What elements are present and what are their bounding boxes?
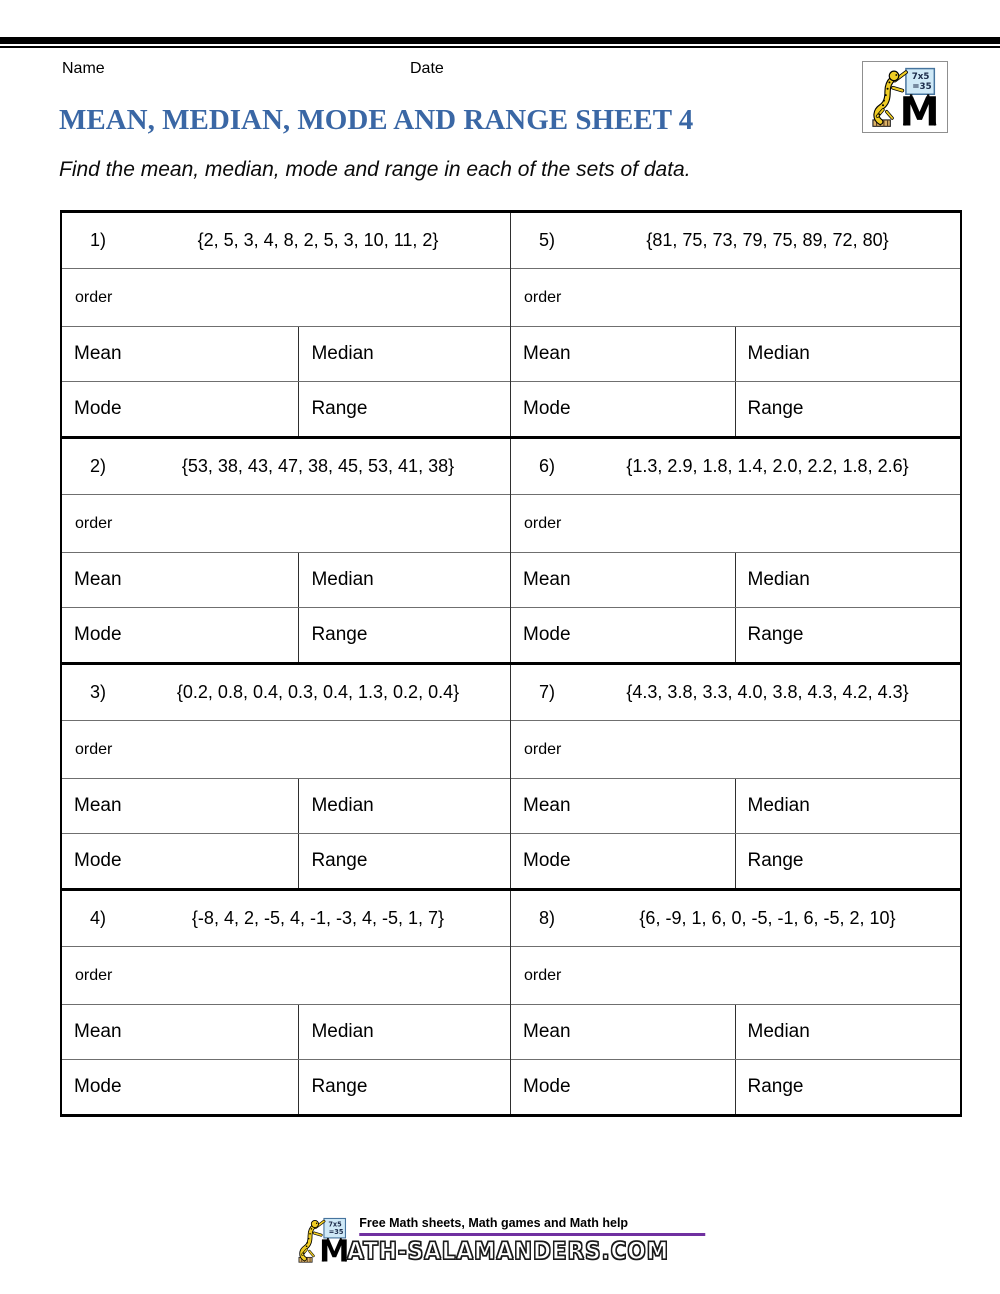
problem-header-row [511,213,960,269]
mean-median-row [62,1005,510,1060]
problem-data-set: {1.3, 2.9, 1.8, 1.4, 2.0, 2.2, 1.8, 2.6} [626,456,909,476]
mean-answer-cell [62,1005,299,1059]
median-answer-cell [736,779,961,833]
order-answer-row [62,721,510,779]
order-label: order [524,740,562,758]
problem-number: 7) [539,682,556,702]
range-answer-cell [736,1060,961,1114]
problem-number: 8) [539,908,556,928]
problem-cell-3 [62,665,511,888]
mode-answer-cell [511,1060,736,1114]
problem-data-set: {4.3, 3.8, 3.3, 4.0, 3.8, 4.3, 4.2, 4.3} [626,682,909,702]
mode-label: Mode [74,1076,122,1097]
median-answer-cell [299,779,510,833]
range-label: Range [747,850,804,871]
median-label: Median [747,1021,810,1042]
range-answer-cell [736,608,961,662]
problems-table [60,210,962,1117]
mean-answer-cell [511,1005,736,1059]
order-answer-row [62,269,510,327]
problem-number: 5) [539,230,556,250]
top-double-rule [0,37,1000,48]
median-label: Median [311,569,374,590]
mode-label: Mode [74,850,122,871]
median-label: Median [311,795,374,816]
mode-range-row [511,382,960,436]
mean-label: Mean [74,343,122,364]
problem-number: 3) [90,682,107,702]
order-label: order [75,514,113,532]
problem-number: 2) [90,456,107,476]
range-label: Range [747,1076,804,1097]
problem-cell-4 [62,891,511,1114]
mean-answer-cell [511,327,736,381]
name-label: Name [62,60,105,77]
table-block-row [62,665,960,891]
mode-range-row [511,834,960,888]
order-answer-row [511,947,960,1005]
median-answer-cell [299,1005,510,1059]
problem-number: 6) [539,456,556,476]
mode-label: Mode [523,1076,571,1097]
problem-data-set: {2, 5, 3, 4, 8, 2, 5, 3, 10, 11, 2} [197,230,439,250]
mode-answer-cell [511,608,736,662]
range-label: Range [747,624,804,645]
problem-number: 1) [90,230,107,250]
mode-answer-cell [511,834,736,888]
problem-header-row [62,891,510,947]
range-answer-cell [736,834,961,888]
table-block-row [62,439,960,665]
footer-salamander-logo-icon [295,1215,351,1265]
mode-label: Mode [74,398,122,419]
footer-text-block [347,1216,705,1265]
mean-label: Mean [523,343,571,364]
problem-header-row [62,665,510,721]
date-label: Date [410,60,444,77]
order-answer-row [511,721,960,779]
mode-range-row [511,1060,960,1114]
range-label: Range [311,1076,368,1097]
median-answer-cell [736,327,961,381]
problem-cell-5 [511,213,960,436]
median-answer-cell [736,1005,961,1059]
purple-divider [359,1233,705,1236]
table-block-row [62,213,960,439]
mode-answer-cell [511,382,736,436]
mode-range-row [62,608,510,662]
mean-median-row [511,1005,960,1060]
mean-label: Mean [74,569,122,590]
mean-answer-cell [62,553,299,607]
mode-label: Mode [523,624,571,645]
range-answer-cell [299,608,510,662]
mean-median-row [62,779,510,834]
order-label: order [75,966,113,984]
order-answer-row [62,947,510,1005]
median-label: Median [311,1021,374,1042]
problem-data-set: {6, -9, 1, 6, 0, -5, -1, 6, -5, 2, 10} [639,908,896,928]
median-label: Median [747,795,810,816]
mode-label: Mode [74,624,122,645]
instruction-text: Find the mean, median, mode and range in each of the sets of data. [59,158,691,181]
problem-data-set: {0.2, 0.8, 0.4, 0.3, 0.4, 1.3, 0.2, 0.4} [176,682,460,702]
problem-header-row [62,439,510,495]
order-answer-row [62,495,510,553]
range-label: Range [747,398,804,419]
mean-answer-cell [511,779,736,833]
mode-answer-cell [62,1060,299,1114]
mean-answer-cell [511,553,736,607]
problem-data-set: {53, 38, 43, 47, 38, 45, 53, 41, 38} [181,456,455,476]
problem-header-row [511,891,960,947]
footer-site-name: ATH-SALAMANDERS.COM [347,1237,669,1265]
range-label: Range [311,398,368,419]
mode-answer-cell [62,834,299,888]
median-label: Median [747,343,810,364]
range-answer-cell [299,1060,510,1114]
table-block-row [62,891,960,1114]
range-label: Range [311,850,368,871]
median-label: Median [747,569,810,590]
problem-header-row [62,213,510,269]
mode-label: Mode [523,850,571,871]
problem-cell-7 [511,665,960,888]
mean-median-row [62,327,510,382]
mode-answer-cell [62,608,299,662]
order-answer-row [511,269,960,327]
median-answer-cell [299,327,510,381]
problem-data-set: {81, 75, 73, 79, 75, 89, 72, 80} [646,230,889,250]
median-answer-cell [736,553,961,607]
mode-range-row [62,834,510,888]
problem-header-row [511,665,960,721]
mode-answer-cell [62,382,299,436]
mean-median-row [511,553,960,608]
salamander-easel-icon [865,64,945,130]
order-label: order [524,514,562,532]
mean-label: Mean [74,795,122,816]
order-label: order [524,966,562,984]
order-label: order [75,740,113,758]
mean-answer-cell [62,779,299,833]
problem-number: 4) [90,908,107,928]
order-answer-row [511,495,960,553]
order-label: order [524,288,562,306]
problem-header-row [511,439,960,495]
mean-median-row [62,553,510,608]
mode-label: Mode [523,398,571,419]
mean-median-row [511,779,960,834]
mean-label: Mean [523,1021,571,1042]
mean-label: Mean [74,1021,122,1042]
problem-cell-8 [511,891,960,1114]
math-salamanders-logo [862,61,948,133]
median-label: Median [311,343,374,364]
footer-banner [295,1213,705,1265]
mode-range-row [62,382,510,436]
problem-cell-2 [62,439,511,662]
mean-label: Mean [523,569,571,590]
footer-tagline: Free Math sheets, Math games and Math help [359,1216,629,1230]
problem-cell-1 [62,213,511,436]
range-answer-cell [299,382,510,436]
range-label: Range [311,624,368,645]
mode-range-row [511,608,960,662]
problem-data-set: {-8, 4, 2, -5, 4, -1, -3, 4, -5, 1, 7} [191,908,445,928]
mean-answer-cell [62,327,299,381]
median-answer-cell [299,553,510,607]
range-answer-cell [299,834,510,888]
range-answer-cell [736,382,961,436]
mode-range-row [62,1060,510,1114]
order-label: order [75,288,113,306]
problem-cell-6 [511,439,960,662]
page-title: MEAN, MEDIAN, MODE AND RANGE SHEET 4 [59,104,694,136]
mean-label: Mean [523,795,571,816]
mean-median-row [511,327,960,382]
